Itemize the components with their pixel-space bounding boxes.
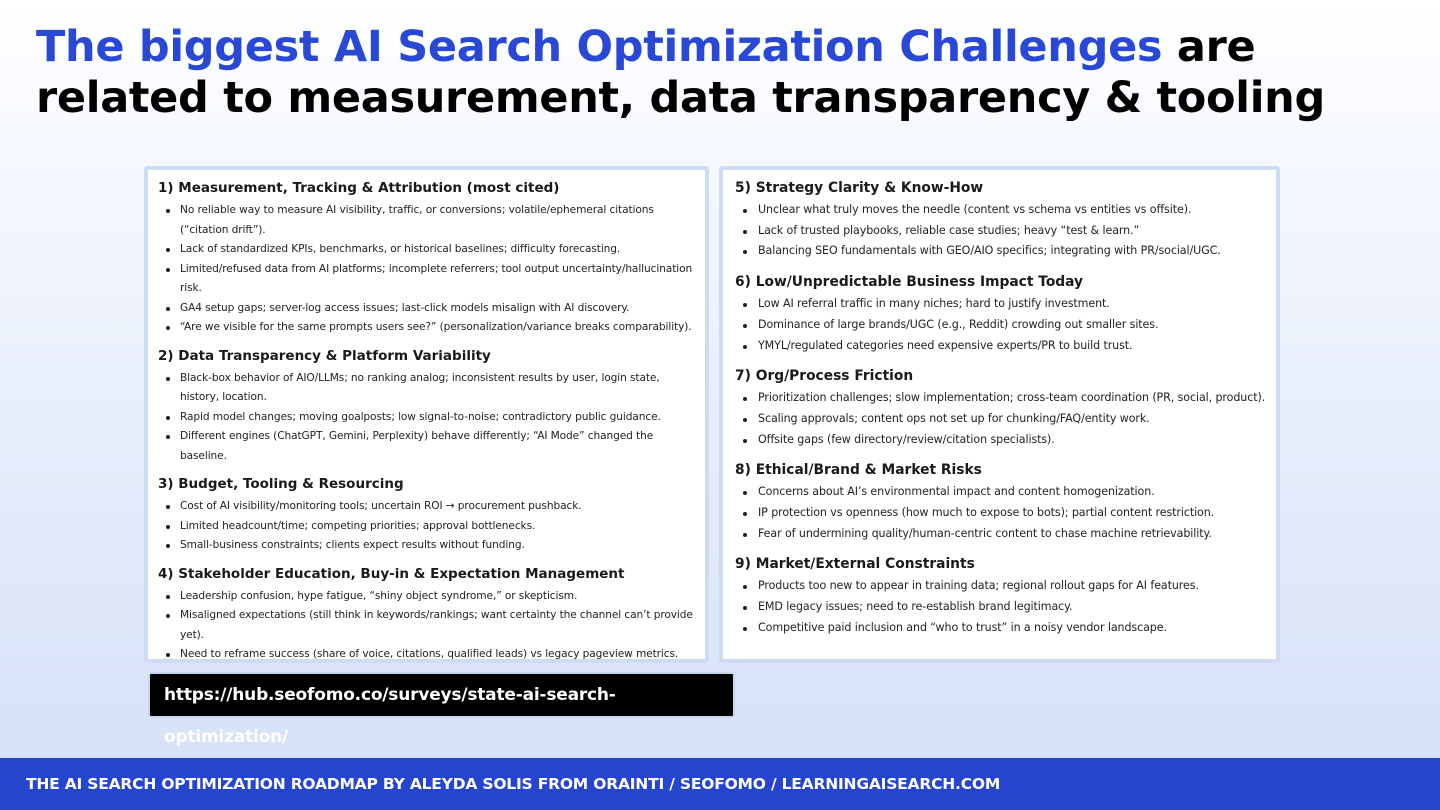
list-item: Limited/refused data from AI platforms; incomplete referrers; tool output uncertainty/hallucination risk. (158, 260, 695, 299)
section-stakeholder (158, 564, 695, 665)
bullet-list (735, 576, 1266, 638)
section-heading: 1) Measurement, Tracking & Attribution (most cited) (158, 180, 560, 196)
bullet-list (158, 369, 695, 467)
list-item: “Are we visible for the same prompts users see?” (personalization/variance breaks comparability). (158, 318, 695, 338)
section-org-process (735, 366, 1266, 450)
bullet-list (158, 587, 695, 665)
survey-url-link[interactable]: https://hub.seofomo.co/surveys/state-ai-search-optimization/ (148, 672, 735, 718)
list-item: Concerns about AI’s environmental impact and content homogenization. (735, 482, 1266, 503)
bullet-list (158, 497, 695, 556)
list-item: Lack of trusted playbooks, reliable case studies; heavy “test & learn.” (735, 221, 1266, 242)
list-item: Scaling approvals; content ops not set up for chunking/FAQ/entity work. (735, 409, 1266, 430)
list-item: Small-business constraints; clients expect results without funding. (158, 536, 695, 556)
section-market-constraints (735, 554, 1266, 638)
list-item: Offsite gaps (few directory/review/citation specialists). (735, 430, 1266, 451)
list-item: YMYL/regulated categories need expensive experts/PR to build trust. (735, 336, 1266, 357)
bullet-list (735, 294, 1266, 356)
list-item: GA4 setup gaps; server-log access issues; last-click models misalign with AI discovery. (158, 299, 695, 319)
list-item: No reliable way to measure AI visibility, traffic, or conversions; volatile/ephemeral citations (“citation drift”). (158, 201, 695, 240)
list-item: Cost of AI visibility/monitoring tools; uncertain ROI → procurement pushback. (158, 497, 695, 517)
bullet-list (735, 200, 1266, 262)
list-item: Misaligned expectations (still think in keywords/rankings; want certainty the channel can’t provide yet). (158, 606, 695, 645)
list-item: Fear of undermining quality/human-centric content to chase machine retrievability. (735, 524, 1266, 545)
list-item: Unclear what truly moves the needle (content vs schema vs entities vs offsite). (735, 200, 1266, 221)
section-heading: 4) Stakeholder Education, Buy-in & Expectation Management (158, 565, 625, 582)
list-item: Leadership confusion, hype fatigue, “shiny object syndrome,” or skepticism. (158, 587, 695, 607)
section-heading: 3) Budget, Tooling & Resourcing (158, 476, 404, 492)
challenges-panel-right (719, 166, 1280, 663)
section-heading: 8) Ethical/Brand & Market Risks (735, 462, 982, 479)
footer-banner: THE AI SEARCH OPTIMIZATION ROADMAP BY ALEYDA SOLIS FROM ORAINTI / SEOFOMO / LEARNINGAISEARCH.COM (0, 758, 1440, 810)
list-item: Lack of standardized KPIs, benchmarks, or historical baselines; difficulty forecasting. (158, 240, 695, 260)
list-item: Limited headcount/time; competing priorities; approval bottlenecks. (158, 517, 695, 537)
list-item: Balancing SEO fundamentals with GEO/AIO specifics; integrating with PR/social/UGC. (735, 241, 1266, 262)
slide-title-highlight: The biggest AI Search Optimization Challenges (36, 22, 1163, 72)
challenges-panel-left (144, 166, 709, 663)
bullet-list (158, 201, 695, 338)
list-item: Prioritization challenges; slow implementation; cross-team coordination (PR, social, product). (735, 388, 1266, 409)
list-item: Rapid model changes; moving goalposts; low signal-to-noise; contradictory public guidance. (158, 408, 695, 428)
slide-title-rest: are related to measurement, data transparency & tooling (36, 22, 1325, 123)
list-item: Competitive paid inclusion and “who to trust” in a noisy vendor landscape. (735, 618, 1266, 639)
list-item: IP protection vs openness (how much to expose to bots); partial content restriction. (735, 503, 1266, 524)
section-strategy (735, 178, 1266, 262)
slide-title (36, 22, 1416, 124)
section-data-transparency (158, 346, 695, 467)
list-item: Different engines (ChatGPT, Gemini, Perplexity) behave differently; “AI Mode” changed the baseline. (158, 427, 695, 466)
list-item: EMD legacy issues; need to re-establish brand legitimacy. (735, 597, 1266, 618)
list-item: Low AI referral traffic in many niches; hard to justify investment. (735, 294, 1266, 315)
section-measurement (158, 178, 695, 338)
list-item: Products too new to appear in training data; regional rollout gaps for AI features. (735, 576, 1266, 597)
section-ethical-risks (735, 460, 1266, 544)
section-heading: 9) Market/External Constraints (735, 556, 975, 573)
section-heading: 7) Org/Process Friction (735, 368, 914, 385)
list-item: Need to reframe success (share of voice, citations, qualified leads) vs legacy pageview metrics. (158, 645, 695, 665)
section-business-impact (735, 272, 1266, 356)
section-heading: 2) Data Transparency & Platform Variability (158, 347, 491, 364)
list-item: Dominance of large brands/UGC (e.g., Reddit) crowding out smaller sites. (735, 315, 1266, 336)
section-heading: 5) Strategy Clarity & Know-How (735, 180, 984, 196)
bullet-list (735, 388, 1266, 450)
list-item: Black-box behavior of AIO/LLMs; no ranking analog; inconsistent results by user, login state, history, location. (158, 369, 695, 408)
section-heading: 6) Low/Unpredictable Business Impact Today (735, 274, 1084, 291)
section-budget (158, 474, 695, 556)
bullet-list (735, 482, 1266, 544)
